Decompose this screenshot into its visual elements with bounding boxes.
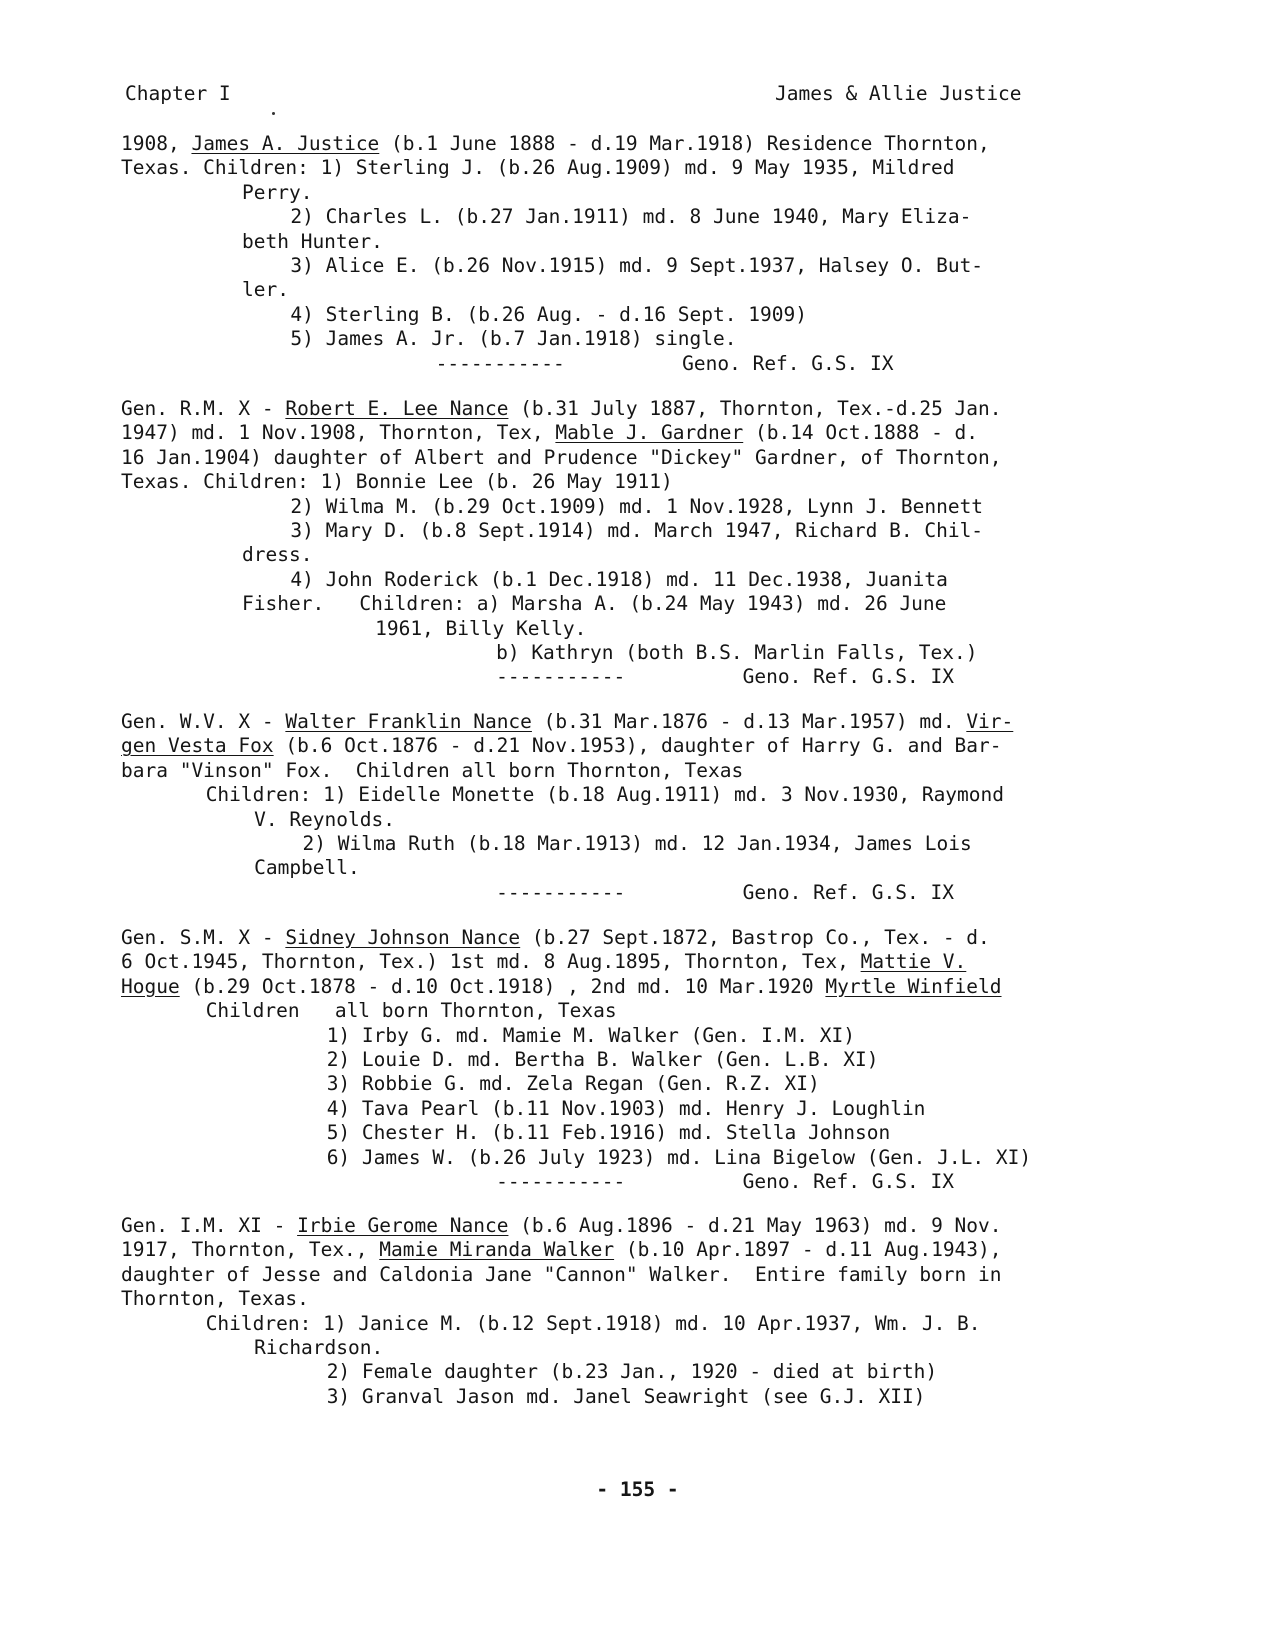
- entry-text: 2) Wilma M. (b.29 Oct.1909) md. 1 Nov.1928, Lynn J. Bennett: [290, 494, 984, 518]
- entry-text: Gen. W.V. X -: [121, 710, 286, 733]
- entry-text: 6 Oct.1945, Thornton, Tex.) 1st md. 8 Aug.1895, Thornton, Tex,: [121, 950, 861, 974]
- entry-line: [121, 421, 978, 445]
- entry-line: [121, 132, 990, 156]
- entry-text: [625, 881, 742, 904]
- entry-text: Texas. Children: 1) Sterling J. (b.26 Aug.1909) md. 9 May 1935, Mildred: [121, 156, 955, 180]
- entry-text: 6) James W. (b.26 July 1923) md. Lina Bigelow (Gen. J.L. XI): [326, 1145, 1032, 1169]
- entry-line: [121, 446, 1002, 470]
- entry-text: (b.14 Oct.1888 - d.: [743, 421, 979, 445]
- person-name: Myrtle Winfield: [825, 974, 1002, 998]
- entry-text: ler.: [242, 278, 289, 302]
- entry-text: 3) Granval Jason md. Janel Seawright (see G.J. XII): [326, 1384, 926, 1408]
- page-number: - 155 -: [596, 1478, 679, 1501]
- person-name: gen Vesta Fox: [121, 734, 274, 758]
- entry-line: [206, 1312, 981, 1336]
- entry-text: -----------: [496, 665, 626, 689]
- entry-text: 5) Chester H. (b.11 Feb.1916) md. Stella Johnson: [326, 1121, 891, 1145]
- entry-line: [496, 641, 977, 665]
- entry-line: [327, 1097, 926, 1121]
- person-name: Hogue: [121, 974, 180, 998]
- entry-text: 3) Alice E. (b.26 Nov.1915) md. 9 Sept.1937, Halsey O. But-: [290, 254, 984, 277]
- entry-text: (b.10 Apr.1897 - d.11 Aug.1943),: [614, 1238, 1002, 1262]
- entry-text: [625, 1170, 742, 1193]
- entry-line: [327, 1121, 891, 1145]
- person-name: Irbie Gerome Nance: [297, 1214, 509, 1237]
- entry-line: [121, 397, 1002, 421]
- entry-line: [375, 617, 586, 641]
- entry-text: V. Reynolds.: [254, 807, 395, 831]
- entry-text: Campbell.: [254, 856, 360, 880]
- entry-line: [254, 1336, 383, 1360]
- entry-text: Richardson.: [254, 1336, 384, 1359]
- entry-line: [121, 975, 1002, 999]
- entry-line: [242, 543, 312, 567]
- entry-line: [290, 495, 983, 519]
- entry-text: dress.: [242, 543, 313, 567]
- entry-line: [327, 1360, 937, 1384]
- entry-text: 16 Jan.1904) daughter of Albert and Prudence "Dickey" Gardner, of Thornton,: [121, 445, 1002, 469]
- entry-line: [290, 205, 971, 229]
- entry-text: 1947) md. 1 Nov.1908, Thornton, Tex,: [121, 421, 556, 445]
- entry-text: -----------: [496, 1170, 626, 1193]
- entry-line: [121, 1263, 1002, 1287]
- entry-text: (b.29 Oct.1878 - d.10 Oct.1918) , 2nd md. 10 Mar.1920: [179, 974, 826, 998]
- family-heading: James & Allie Justice: [775, 82, 1022, 105]
- entry-line: [242, 181, 312, 205]
- entry-text: Thornton, Texas.: [121, 1287, 309, 1311]
- entry-text: 1908,: [121, 132, 192, 155]
- entry-line: [121, 156, 955, 180]
- entry-line: [290, 568, 947, 592]
- person-name: Sidney Johnson Nance: [285, 926, 521, 949]
- entry-text: Gen. R.M. X -: [121, 397, 286, 420]
- entry-line: [206, 999, 617, 1023]
- entry-text: bara "Vinson" Fox. Children all born Thornton, Texas: [121, 758, 744, 782]
- entry-text: Fisher. Children: a) Marsha A. (b.24 May 1943) md. 26 June: [242, 592, 947, 616]
- entry-line: [290, 254, 983, 278]
- entry-text: beth Hunter.: [242, 229, 383, 253]
- entry-text: 1) Irby G. md. Mamie M. Walker (Gen. I.M. XI): [326, 1023, 855, 1047]
- stray-mark: [272, 112, 275, 115]
- entry-text: Children: 1) Eidelle Monette (b.18 Aug.1911) md. 3 Nov.1930, Raymond: [205, 783, 1005, 807]
- person-name: Robert E. Lee Nance: [285, 397, 509, 420]
- entry-text: 1961, Billy Kelly.: [375, 616, 587, 640]
- entry-line: [242, 230, 383, 254]
- entry-line: [254, 808, 395, 832]
- entry-text: 4) John Roderick (b.1 Dec.1918) md. 11 Dec.1938, Juanita: [290, 567, 948, 591]
- entry-line: [121, 1238, 1002, 1262]
- entry-text: 2) Female daughter (b.23 Jan., 1920 - died at birth): [326, 1360, 938, 1384]
- entry-text: (b.1 June 1888 - d.19 Mar.1918) Residence Thornton,: [379, 132, 990, 155]
- entry-text: Children: 1) Janice M. (b.12 Sept.1918) md. 10 Apr.1937, Wm. J. B.: [205, 1311, 981, 1335]
- entry-line: [303, 832, 972, 856]
- entry-text: daughter of Jesse and Caldonia Jane "Cannon" Walker. Entire family born in: [121, 1262, 1002, 1286]
- entry-text: 2) Charles L. (b.27 Jan.1911) md. 8 June 1940, Mary Eliza-: [290, 205, 972, 229]
- chapter-heading: Chapter I: [125, 82, 231, 105]
- entry-text: Geno. Ref. G.S. IX: [742, 1170, 954, 1193]
- entry-text: b) Kathryn (both B.S. Marlin Falls, Tex.): [496, 641, 978, 664]
- entry-text: Geno. Ref. G.S. IX: [742, 880, 954, 904]
- entry-line: [327, 1385, 926, 1409]
- entry-line: [121, 710, 1013, 734]
- entry-line: [327, 1024, 855, 1048]
- entry-line: [121, 1287, 309, 1311]
- entry-text: Gen. S.M. X -: [121, 926, 286, 949]
- entry-text: Gen. I.M. XI -: [121, 1214, 298, 1237]
- entry-line: [436, 352, 894, 376]
- entry-line: [254, 856, 360, 880]
- entry-text: [565, 352, 682, 375]
- person-name: Walter Franklin Nance: [285, 710, 532, 733]
- entry-line: [242, 278, 289, 302]
- entry-line: [496, 665, 954, 689]
- entry-text: (b.6 Aug.1896 - d.21 May 1963) md. 9 Nov.: [508, 1214, 1002, 1237]
- entry-text: Children all born Thornton, Texas: [205, 999, 617, 1023]
- entry-text: 2) Louie D. md. Bertha B. Walker (Gen. L.B. XI): [326, 1048, 879, 1071]
- entry-line: [121, 950, 966, 974]
- entry-line: [290, 327, 736, 351]
- entry-text: Perry.: [242, 180, 313, 204]
- entry-text: 2) Wilma Ruth (b.18 Mar.1913) md. 12 Jan.1934, James Lois: [302, 832, 972, 855]
- person-name: Mable J. Gardner: [555, 421, 744, 445]
- entry-line: [242, 592, 946, 616]
- entry-line: [206, 783, 1004, 807]
- entry-line: [121, 1214, 1002, 1238]
- entry-text: (b.31 Mar.1876 - d.13 Mar.1957) md.: [531, 710, 967, 733]
- person-name: Mamie Miranda Walker: [379, 1238, 615, 1262]
- entry-text: Geno. Ref. G.S. IX: [742, 665, 954, 689]
- entry-line: [121, 470, 673, 494]
- entry-text: Geno. Ref. G.S. IX: [682, 351, 894, 375]
- entry-text: -----------: [435, 351, 565, 375]
- entry-line: [121, 759, 743, 783]
- entry-text: 4) Tava Pearl (b.11 Nov.1903) md. Henry J. Loughlin: [326, 1096, 926, 1120]
- person-name: Mattie V.: [860, 950, 967, 974]
- entry-text: 4) Sterling B. (b.26 Aug. - d.16 Sept. 1909): [290, 302, 807, 326]
- entry-line: [327, 1048, 879, 1072]
- entry-text: 3) Mary D. (b.8 Sept.1914) md. March 1947, Richard B. Chil-: [290, 519, 984, 542]
- entry-text: (b.6 Oct.1876 - d.21 Nov.1953), daughter of Harry G. and Bar-: [273, 734, 1002, 758]
- entry-line: [290, 303, 807, 327]
- entry-text: -----------: [496, 880, 626, 904]
- entry-text: (b.31 July 1887, Thornton, Tex.-d.25 Jan.: [508, 397, 1002, 420]
- entry-text: Texas. Children: 1) Bonnie Lee (b. 26 May 1911): [121, 470, 673, 494]
- entry-text: (b.27 Sept.1872, Bastrop Co., Tex. - d.: [520, 926, 990, 949]
- entry-text: 5) James A. Jr. (b.7 Jan.1918) single.: [290, 327, 737, 351]
- entry-line: [327, 1072, 820, 1096]
- entry-line: [121, 734, 1002, 758]
- entry-line: [290, 519, 983, 543]
- person-name: Vir-: [966, 710, 1014, 733]
- entry-text: [625, 665, 742, 688]
- person-name: James A. Justice: [191, 132, 380, 155]
- entry-text: 3) Robbie G. md. Zela Regan (Gen. R.Z. XI): [326, 1072, 820, 1096]
- entry-line: [496, 1170, 954, 1194]
- entry-line: [496, 881, 954, 905]
- entry-line: [121, 926, 990, 950]
- entry-text: 1917, Thornton, Tex.,: [121, 1238, 380, 1262]
- entry-line: [327, 1146, 1031, 1170]
